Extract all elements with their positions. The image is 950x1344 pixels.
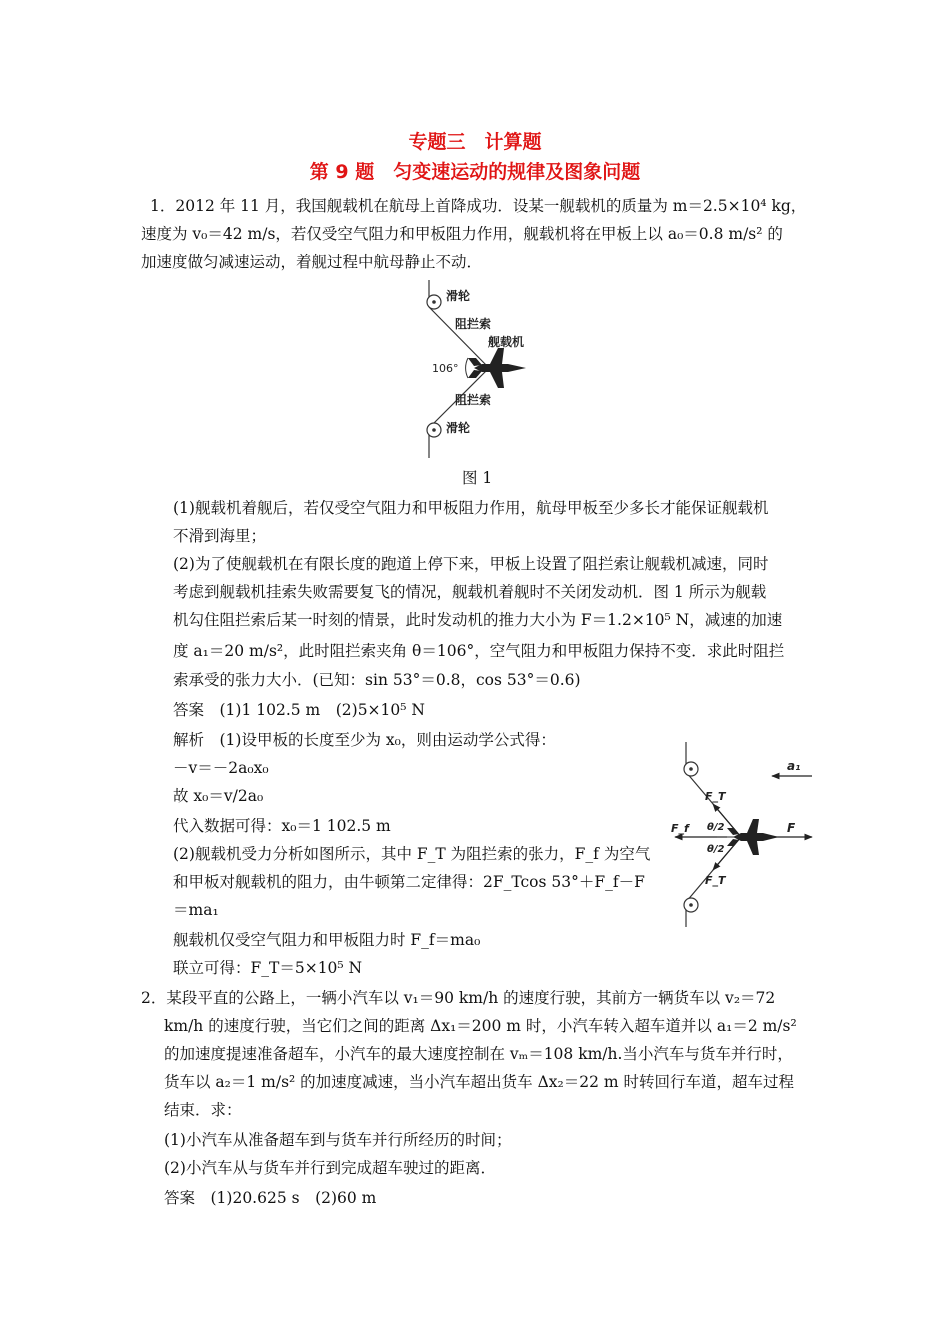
aircraft-icon bbox=[727, 819, 779, 855]
pulley-label-top: 滑轮 bbox=[446, 289, 471, 303]
theta-half-top-label: θ/2 bbox=[707, 822, 725, 833]
q2-part-line: (1)小汽车从准备超车到与货车并行所经历的时间； bbox=[164, 1131, 512, 1149]
q1-solution-line: －v＝－2a₀x₀ bbox=[173, 759, 269, 777]
q2-stem-line: 2．某段平直的公路上，一辆小汽车以 v₁＝90 km/h 的速度行驶，其前方一辆货车以 v₂＝72 bbox=[141, 989, 776, 1007]
q1-part-line: (2)为了使舰载机在有限长度的跑道上停下来，甲板上设置了阻拦索让舰载机减速，同时 bbox=[173, 555, 769, 573]
q2-stem-line: km/h 的速度行驶，当它们之间的距离 Δx₁＝200 m 时，小汽车转入超车道并以 a₁＝2 m/s² bbox=[164, 1017, 797, 1035]
page-subtitle: 第 9 题 匀变速运动的规律及图象问题 bbox=[309, 161, 641, 183]
q1-solution-line: 代入数据可得：x₀＝1 102.5 m bbox=[173, 817, 391, 835]
theta-half-bottom-label: θ/2 bbox=[707, 844, 725, 855]
ft-label-bottom: F_T bbox=[705, 874, 726, 887]
pulley-icon bbox=[684, 762, 698, 776]
figure-2-force-diagram bbox=[667, 742, 817, 927]
cable-label-top: 阻拦索 bbox=[455, 317, 492, 331]
q1-stem-line: 1．2012 年 11 月，我国舰载机在航母上首降成功．设某一舰载机的质量为 m＝2.5×10⁴ kg， bbox=[150, 197, 807, 215]
f-label: F bbox=[787, 821, 796, 835]
q1-part-line: 索承受的张力大小．(已知：sin 53°＝0.8，cos 53°＝0.6) bbox=[173, 671, 581, 689]
q1-solution-line: 和甲板对舰载机的阻力，由牛顿第二定律得：2F_Tcos 53°＋F_f－F bbox=[173, 873, 645, 891]
q1-part-line: 机勾住阻拦索后某一时刻的情景，此时发动机的推力大小为 F＝1.2×10⁵ N，减速的加速 bbox=[173, 611, 783, 629]
q1-answer: 答案 (1)1 102.5 m (2)5×10⁵ N bbox=[173, 701, 425, 719]
q1-stem-line: 加速度做匀减速运动，着舰过程中航母静止不动． bbox=[141, 253, 483, 271]
q1-solution-line: 舰载机仅受空气阻力和甲板阻力时 F_f＝ma₀ bbox=[173, 931, 481, 949]
pulley-icon bbox=[427, 423, 441, 437]
q2-part-line: (2)小汽车从与货车并行到完成超车驶过的距离． bbox=[164, 1159, 496, 1177]
q2-stem-line: 结束．求： bbox=[164, 1101, 242, 1119]
figure-1-carrier-cable bbox=[410, 280, 610, 460]
pulley-icon bbox=[684, 898, 698, 912]
pulley-icon bbox=[427, 295, 441, 309]
q1-part-line: 考虑到舰载机挂索失败需要复飞的情况，舰载机着舰时不关闭发动机．图 1 所示为舰载 bbox=[173, 583, 767, 601]
q1-stem-line: 速度为 v₀＝42 m/s，若仅受空气阻力和甲板阻力作用，舰载机将在甲板上以 a₀＝0.8 m/s² 的 bbox=[141, 225, 783, 243]
q1-solution-line: (2)舰载机受力分析如图所示，其中 F_T 为阻拦索的张力，F_f 为空气 bbox=[173, 845, 651, 863]
aircraft-icon bbox=[468, 348, 526, 388]
angle-label: 106° bbox=[432, 362, 459, 375]
pulley-label-bottom: 滑轮 bbox=[446, 421, 471, 435]
a1-label: a₁ bbox=[787, 759, 801, 773]
q1-part-line: 不滑到海里； bbox=[173, 527, 267, 545]
q1-part-line: 度 a₁＝20 m/s²，此时阻拦索夹角 θ＝106°，空气阻力和甲板阻力保持不变．求此时阻拦 bbox=[173, 642, 785, 660]
q1-solution-line: 解析 (1)设甲板的长度至少为 x₀，则由运动学公式得： bbox=[173, 731, 556, 749]
aircraft-label: 舰载机 bbox=[488, 335, 525, 349]
ff-label: F_f bbox=[671, 822, 689, 835]
figure-1-caption: 图 1 bbox=[462, 469, 493, 487]
q1-solution-line: 联立可得：F_T＝5×10⁵ N bbox=[173, 959, 363, 977]
ft-label-top: F_T bbox=[705, 790, 726, 803]
q2-answer: 答案 (1)20.625 s (2)60 m bbox=[164, 1189, 377, 1207]
q2-stem-line: 货车以 a₂＝1 m/s² 的加速度减速，当小汽车超出货车 Δx₂＝22 m 时转回行车道，超车过程 bbox=[164, 1073, 795, 1091]
q1-solution-line: ＝ma₁ bbox=[173, 901, 219, 919]
q1-solution-line: 故 x₀＝v/2a₀ bbox=[173, 787, 264, 805]
q1-part-line: (1)舰载机着舰后，若仅受空气阻力和甲板阻力作用，航母甲板至少多长才能保证舰载机 bbox=[173, 499, 769, 517]
cable-label-bottom: 阻拦索 bbox=[455, 393, 492, 407]
page-title: 专题三 计算题 bbox=[408, 131, 542, 153]
q2-stem-line: 的加速度提速准备超车，小汽车的最大速度控制在 vₘ＝108 km/h.当小汽车与货车并行时， bbox=[164, 1045, 793, 1063]
